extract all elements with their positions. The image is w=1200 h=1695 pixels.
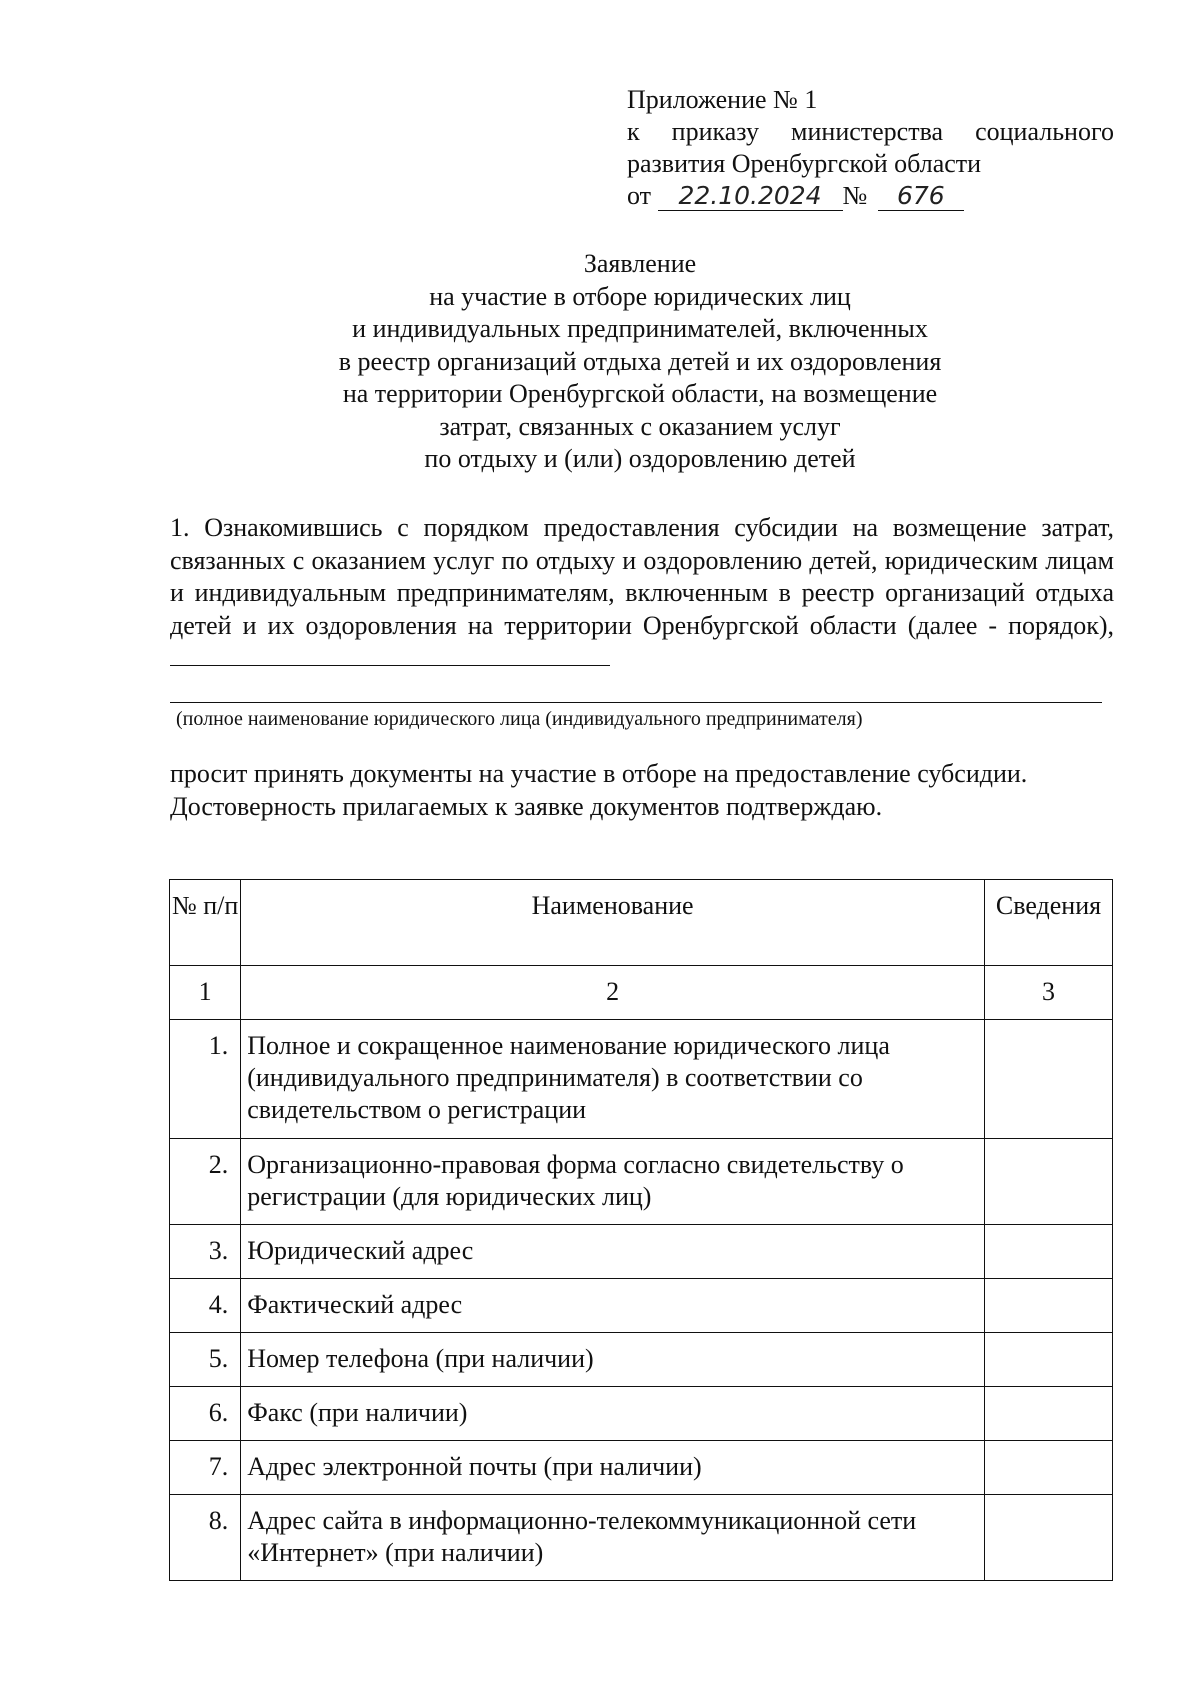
column-number: 2 [241,966,985,1020]
column-number: 3 [984,966,1112,1020]
table-header-row [170,880,1113,966]
row-name: Адрес электронной почты (при наличии) [241,1441,985,1495]
table-row [170,1279,1113,1333]
applicant-name-blank[interactable] [170,645,610,666]
row-number: 3. [170,1225,241,1279]
row-details-cell[interactable] [984,1387,1112,1441]
paragraph-2 [170,758,1114,823]
document-title [200,248,1080,476]
row-details-cell[interactable] [984,1279,1112,1333]
table-row [170,1225,1113,1279]
table-row [170,1333,1113,1387]
row-name: Полное и сокращенное наименование юридического лица (индивидуального предпринимателя) в соответствии со свидетельством о регистрации [241,1020,985,1139]
row-number: 1. [170,1020,241,1139]
row-number: 2. [170,1139,241,1225]
applicant-info-table [169,879,1113,1581]
row-number: 4. [170,1279,241,1333]
title-line: затрат, связанных с оказанием услуг [439,411,841,441]
row-name: Факс (при наличии) [241,1387,985,1441]
row-details-cell[interactable] [984,1441,1112,1495]
appendix-ministry-line: развития Оренбургской области [627,149,982,178]
row-name: Организационно-правовая форма согласно свидетельству о регистрации (для юридических лиц) [241,1139,985,1225]
handwritten-date: 22.10.2024 [658,182,843,211]
date-prefix: от [627,181,652,210]
title-line: в реестр организаций отдыха детей и их оздоровления [338,346,942,376]
row-name: Номер телефона (при наличии) [241,1333,985,1387]
number-prefix: № [842,181,868,210]
paragraph-1 [170,512,1114,675]
row-details-cell[interactable] [984,1139,1112,1225]
handwritten-number: 676 [878,182,964,211]
row-name: Юридический адрес [241,1225,985,1279]
column-number-row [170,966,1113,1020]
row-number: 6. [170,1387,241,1441]
appendix-order-line: к приказу министерства социального [627,117,1114,146]
row-details-cell[interactable] [984,1333,1112,1387]
title-line: и индивидуальных предпринимателей, включенных [352,314,928,343]
header-name: Наименование [241,880,985,966]
row-details-cell[interactable] [984,1225,1112,1279]
table-row [170,1020,1113,1139]
title-line: по отдыху и (или) оздоровлению детей [424,444,856,473]
title-line: на участие в отборе юридических лиц [429,281,851,311]
header-number: № п/п [170,880,241,966]
row-details-cell[interactable] [984,1495,1112,1581]
table-row [170,1441,1113,1495]
appendix-title: Приложение № 1 [627,85,818,114]
table-row [170,1139,1113,1225]
header-details: Сведения [984,880,1112,966]
row-details-cell[interactable] [984,1020,1112,1139]
row-number: 8. [170,1495,241,1581]
paragraph-2-line-1: просит принять документы на участие в отборе на предоставление субсидии. [170,759,1028,788]
table-row [170,1495,1113,1581]
row-number: 5. [170,1333,241,1387]
applicant-name-line[interactable] [170,702,1102,703]
paragraph-1-text: 1. Ознакомившись с порядком предоставления субсидии на возмещение затрат, связанных с оказанием услуг по отдыху и оздоровлению детей, юридическим лицам и индивидуальным предпринимателям, включенным в реестр организаций отдыха детей и их оздоровления на территории Оренбургской области (далее - порядок), [170,513,1114,640]
row-number: 7. [170,1441,241,1495]
paragraph-2-line-2: Достоверность прилагаемых к заявке документов подтверждаю. [170,791,883,821]
title-line: на территории Оренбургской области, на возмещение [342,379,938,408]
title-line: Заявление [583,249,697,278]
row-name: Фактический адрес [241,1279,985,1333]
table-row [170,1387,1113,1441]
applicant-name-caption: (полное наименование юридического лица (индивидуального предпринимателя) [176,708,863,730]
appendix-header [627,84,1114,212]
column-number: 1 [170,966,241,1020]
row-name: Адрес сайта в информационно-телекоммуникационной сети «Интернет» (при наличии) [241,1495,985,1581]
appendix-date-line [627,180,1114,212]
